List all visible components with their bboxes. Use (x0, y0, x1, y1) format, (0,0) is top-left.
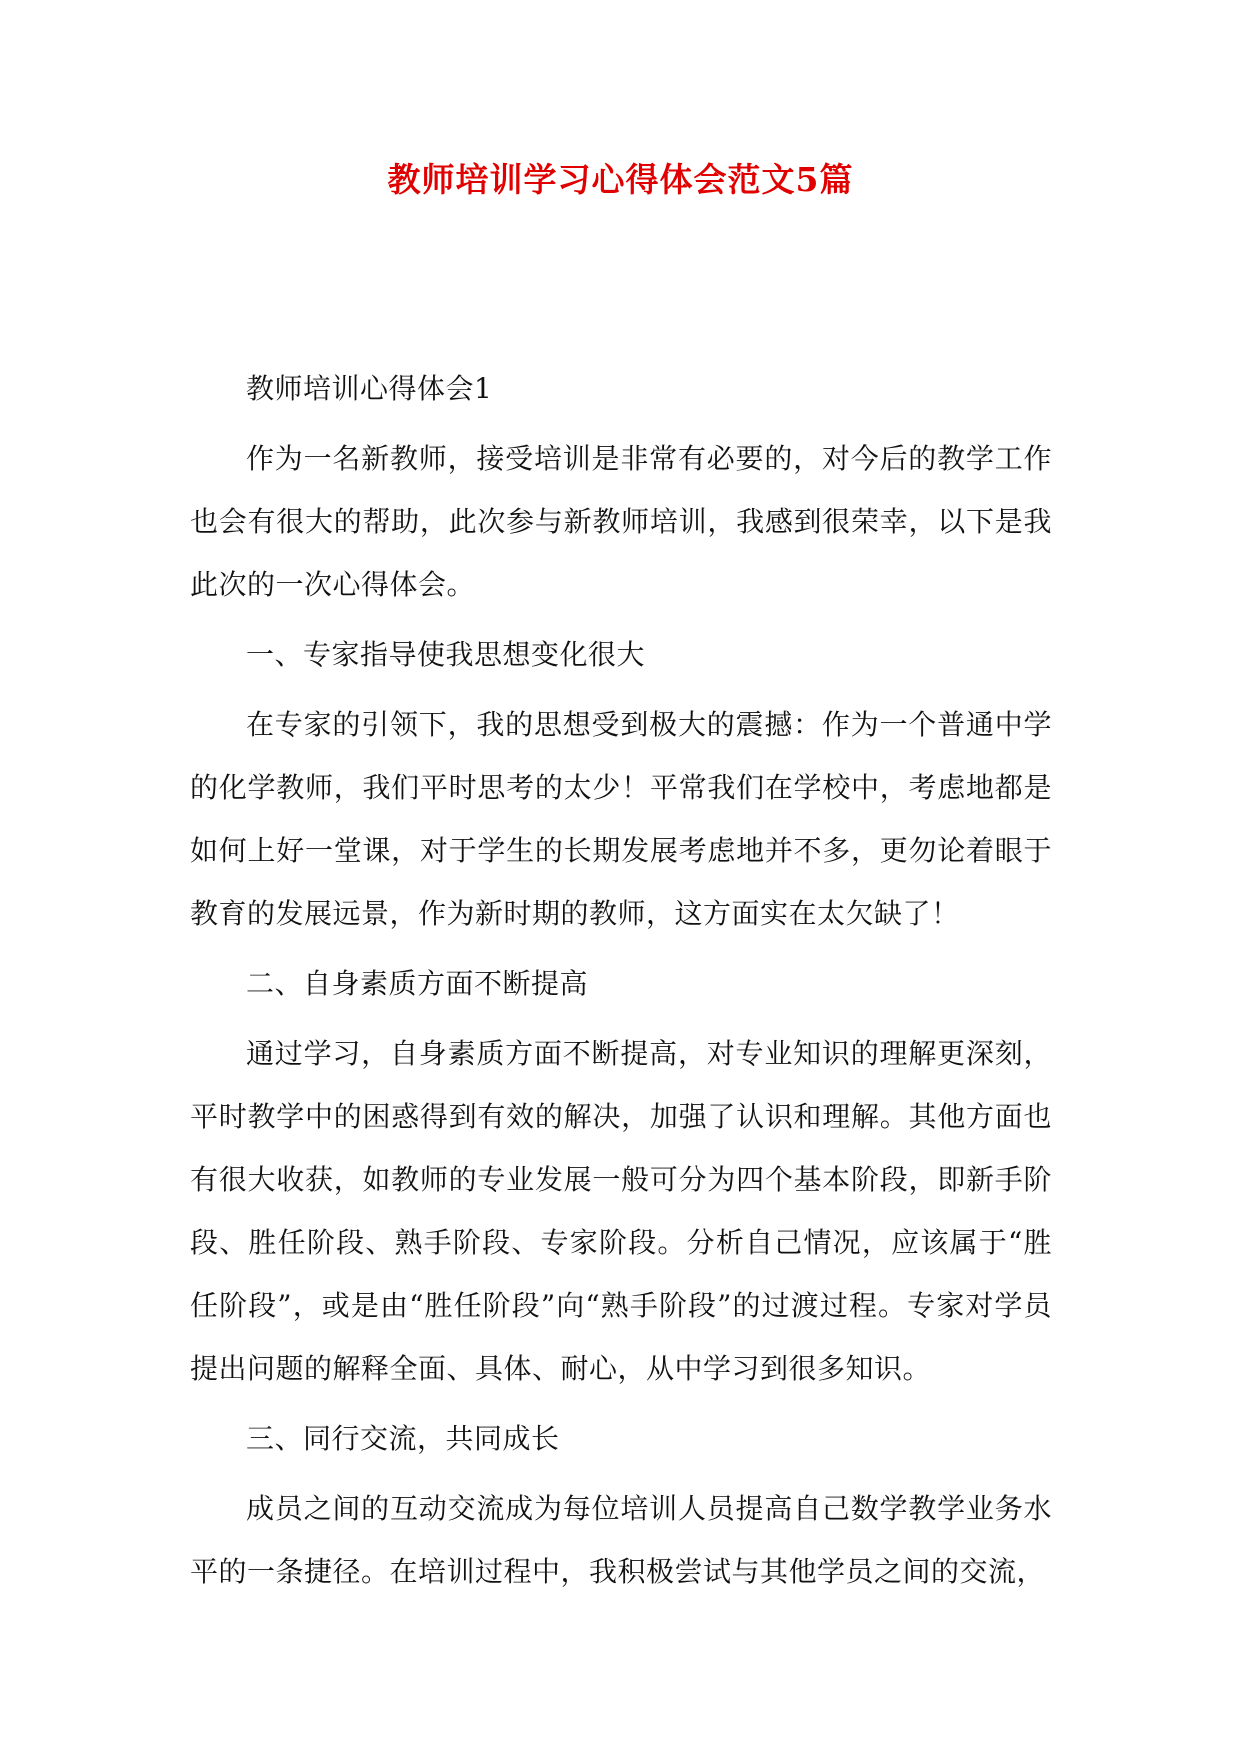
document-title: 教师培训学习心得体会范文5篇 (387, 160, 854, 199)
section-heading: 二、自身素质方面不断提高 (246, 967, 589, 1000)
body-paragraph: 作为一名新教师，接受培训是非常有必要的，对今后的教学工作也会有很大的帮助，此次参与新教师培训，我感到很荣幸，以下是我此次的一次心得体会。 (190, 442, 1052, 601)
body-paragraph: 通过学习，自身素质方面不断提高，对专业知识的理解更深刻，平时教学中的困惑得到有效的解决，加强了认识和理解。其他方面也有很大收获，如教师的专业发展一般可分为四个基本阶段，即新手阶段、胜任阶段、熟手阶段、专家阶段。分析自己情况，应该属于“胜任阶段”，或是由“胜任阶段”向“熟手阶段”的过渡过程。专家对学员提出问题的解释全面、具体、耐心，从中学习到很多知识。 (190, 1037, 1052, 1385)
section-heading: 教师培训心得体会1 (246, 372, 493, 405)
section-heading: 三、同行交流，共同成长 (246, 1422, 560, 1455)
body-paragraph: 成员之间的互动交流成为每位培训人员提高自己数学教学业务水平的一条捷径。在培训过程中，我积极尝试与其他学员之间的交流， (190, 1492, 1052, 1588)
section-heading: 一、专家指导使我思想变化很大 (246, 638, 646, 671)
document-body (190, 357, 1052, 1610)
body-paragraph: 在专家的引领下，我的思想受到极大的震撼：作为一个普通中学的化学教师，我们平时思考的太少！平常我们在学校中，考虑地都是如何上好一堂课，对于学生的长期发展考虑地并不多，更勿论着眼于教育的发展远景，作为新时期的教师，这方面实在太欠缺了！ (190, 708, 1052, 930)
